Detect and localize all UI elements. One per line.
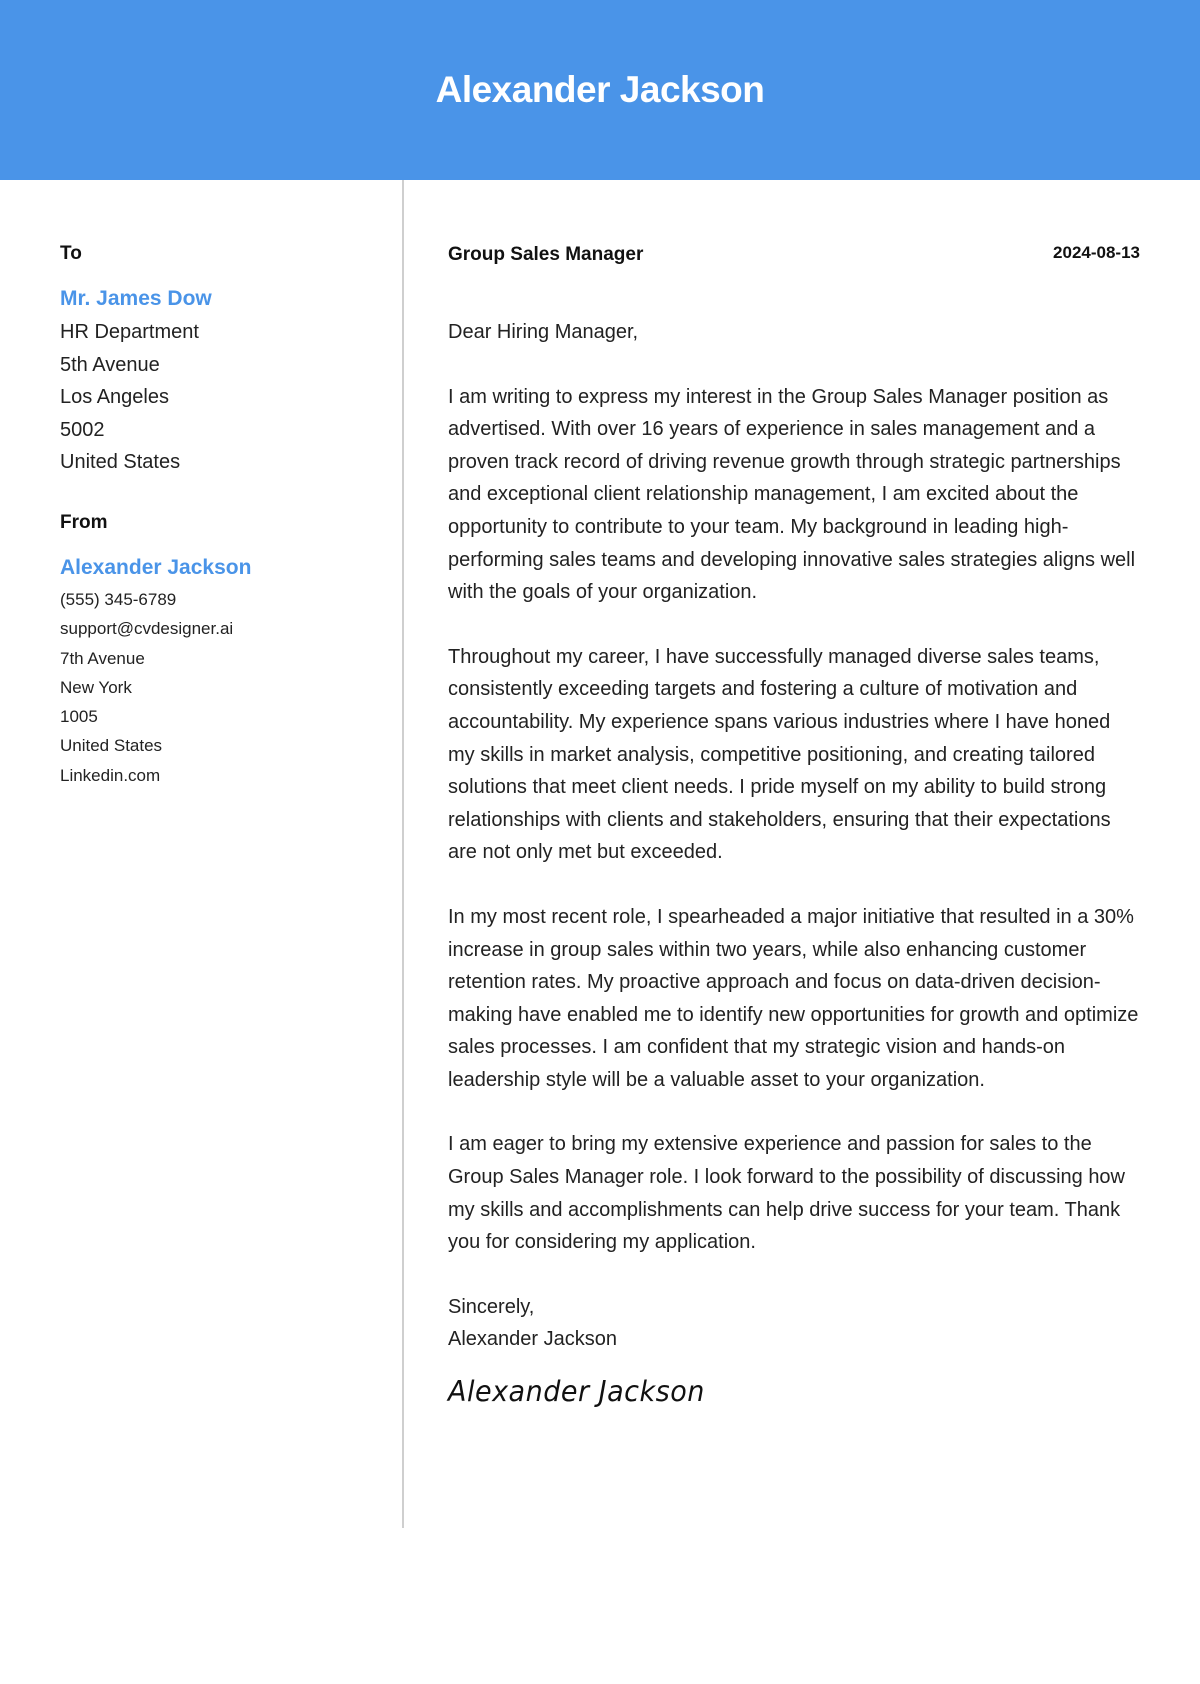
letter-date: 2024-08-13	[1053, 243, 1140, 262]
sender-section	[60, 509, 380, 790]
sender-postal-code: 1005	[60, 707, 98, 727]
recipient-name: Mr. James Dow	[60, 287, 212, 310]
header-banner	[0, 0, 1200, 180]
recipient-department: HR Department	[60, 321, 199, 343]
body-paragraph-2: Throughout my career, I have successfully managed diverse sales teams, consistently exceeding targets and fostering a culture of motivation and accountability. My experience spans various industries where I have honed my skills in market analysis, competitive positioning, and creating tailored solutions that meet client needs. I pride myself on my ability to build strong relationships with clients and stakeholders, ensuring that their expectations are not only met but exceeded.	[448, 645, 1111, 864]
letter-body	[448, 240, 1140, 1407]
recipient-heading: To	[60, 243, 82, 264]
sender-country: United States	[60, 736, 163, 756]
recipient-street: 5th Avenue	[60, 353, 160, 376]
body-paragraph-4: I am eager to bring my extensive experience and passion for sales to the Group Sales Manager role. I look forward to the possibility of discussing how my skills and accomplishments can help drive success for your team. Thank you for considering my application.	[448, 1133, 1126, 1254]
sender-email: support@cvdesigner.ai	[60, 619, 234, 639]
sender-linkedin: Linkedin.com	[60, 765, 161, 785]
signature: Alexander Jackson	[448, 1376, 705, 1409]
sender-phone: (555) 345-6789	[60, 589, 177, 609]
sender-street: 7th Avenue	[60, 648, 145, 668]
recipient-section	[60, 240, 380, 479]
body-paragraph-1: I am writing to express my interest in the Group Sales Manager position as advertised. With over 16 years of experience in sales management and a proven track record of driving revenue growth through strategic partnerships and exceptional client relationship management, I am excited about the opportunity to contribute to your team. My background in leading high-performing sales teams and developing innovative sales strategies aligns well with the goals of your organization.	[448, 385, 1136, 604]
closing: Sincerely,	[448, 1295, 535, 1318]
applicant-name-title: Alexander Jackson	[435, 69, 765, 110]
body-paragraph-3: In my most recent role, I spearheaded a major initiative that resulted in a 30% increase in group sales within two years, while also enhancing customer retention rates. My proactive approach and focus on data-driven decision-making have enabled me to identify new opportunities for growth and optimize sales processes. I am confident that my strategic vision and hands-on leadership style will be a valuable asset to your organization.	[448, 905, 1139, 1091]
recipient-country: United States	[60, 451, 181, 474]
recipient-city: Los Angeles	[60, 386, 169, 409]
sender-city: New York	[60, 677, 132, 697]
column-divider	[402, 180, 404, 1528]
sidebar	[60, 240, 380, 790]
recipient-postal-code: 5002	[60, 418, 105, 441]
salutation: Dear Hiring Manager,	[448, 321, 639, 343]
sender-name: Alexander Jackson	[60, 555, 252, 579]
closing-name: Alexander Jackson	[448, 1328, 617, 1351]
job-title: Group Sales Manager	[448, 244, 644, 265]
sender-heading: From	[60, 511, 108, 533]
letter-meta	[448, 240, 1140, 270]
